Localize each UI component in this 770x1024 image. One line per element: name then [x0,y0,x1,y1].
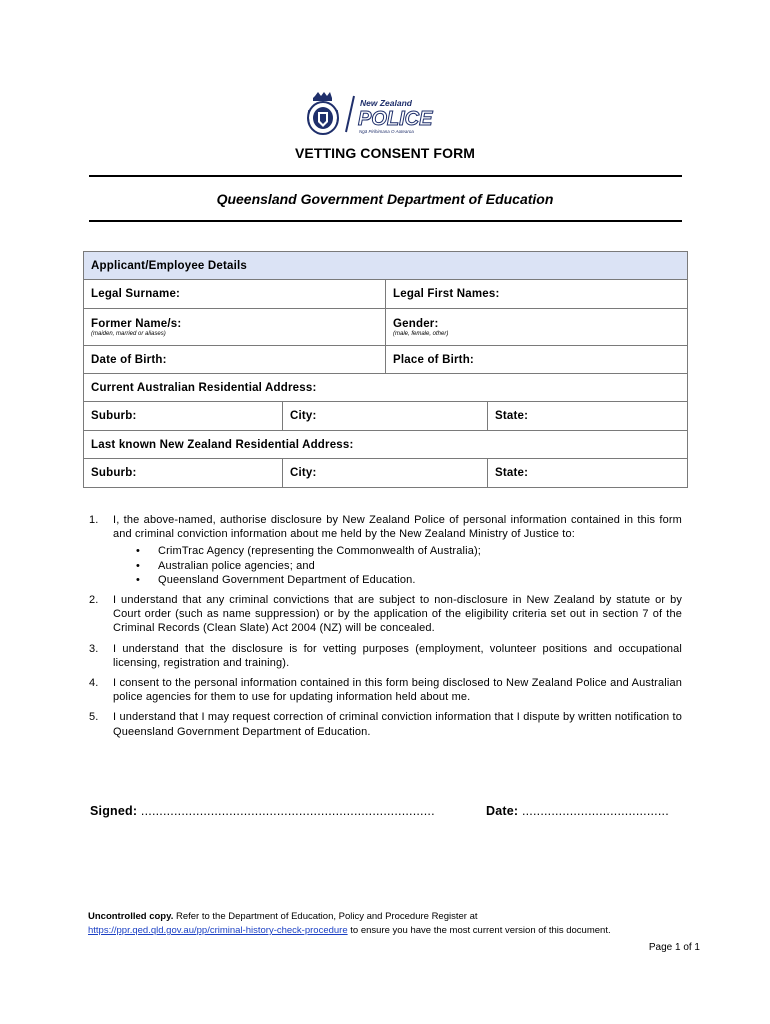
clause-text: I, the above-named, authorise disclosure by New Zealand Police of personal information contained in this form and criminal conviction information about me held by the New Zealand Ministry of Justice to: [113,514,682,541]
svg-text:POLICE: POLICE [358,108,433,130]
clause-5 [89,710,682,738]
section-header: Applicant/Employee Details [84,252,688,280]
signed-label: Signed: [90,804,138,818]
list-item: • Queensland Government Department of Education. [158,573,682,587]
legal-first-names-field[interactable]: Legal First Names: [386,280,688,309]
gender-hint: (male, female, other) [393,330,449,337]
au-address-label: Current Australian Residential Address: [84,374,688,402]
gender-field[interactable] [386,309,688,346]
consent-clauses [89,513,682,745]
list-item: • Australian police agencies; and [158,559,682,573]
clause-number: 5. [89,711,99,724]
procedure-register-link[interactable]: https://ppr.qed.qld.gov.au/pp/criminal-history-check-procedure [88,925,348,936]
footer-bold: Uncontrolled copy. [88,911,174,922]
clause-1 [89,513,682,587]
page-number: Page 1 of 1 [648,942,700,953]
nz-address-label: Last known New Zealand Residential Address: [84,431,688,459]
nz-state-field[interactable]: State: [488,459,688,488]
signature-field[interactable] [90,804,435,818]
clause-text: I understand that the disclosure is for vetting purposes (employment, volunteer positions and occupational licensing, registration and training). [113,642,682,669]
gender-label: Gender: [393,317,439,330]
au-state-field[interactable]: State: [488,402,688,431]
au-city-field[interactable]: City: [283,402,488,431]
list-item: • CrimTrac Agency (representing the Commonwealth of Australia); [158,544,682,558]
clause-2 [89,593,682,636]
svg-text:Ngā Pirihimana O Aotearoa: Ngā Pirihimana O Aotearoa [359,129,414,134]
legal-surname-field[interactable]: Legal Surname: [84,280,386,309]
clause-number: 2. [89,594,99,607]
clause-text: I understand that any criminal convictions that are subject to non-disclosure in New Zealand by statute or by Court order (such as name suppression) or by the application of the eligibility criteria set out in section 7 of the Criminal Records (Clean Slate) Act 2004 (NZ) will be concealed. [113,594,682,635]
footer-note [88,910,673,938]
applicant-details-table [83,251,688,488]
date-field[interactable] [486,804,669,818]
clause-text: I understand that I may request correction of criminal conviction information that I dispute by written notification to Queensland Government Department of Education. [113,711,682,738]
clause-number: 4. [89,677,99,690]
au-suburb-field[interactable]: Suburb: [84,402,283,431]
nz-police-crest-icon [306,92,458,138]
svg-text:New Zealand: New Zealand [360,98,412,108]
date-line[interactable]: ........................................ [521,804,669,818]
footer-text-2: to ensure you have the most current version of this document. [347,925,611,936]
former-names-field[interactable] [84,309,386,346]
recipient-list [113,544,682,587]
clause-number: 1. [89,514,99,526]
place-of-birth-field[interactable]: Place of Birth: [386,346,688,374]
date-of-birth-field[interactable]: Date of Birth: [84,346,386,374]
nz-police-logo [306,92,458,138]
former-names-hint: (maiden, married or aliases) [91,330,166,337]
form-title: VETTING CONSENT FORM [294,145,476,161]
clause-4 [89,676,682,704]
date-label: Date: [486,804,519,818]
clause-3 [89,642,682,670]
clause-number: 3. [89,642,99,655]
clause-text: I consent to the personal information contained in this form being disclosed to New Zealand Police and Australian police agencies for them to use for updating information held about me. [113,677,682,704]
signature-line[interactable]: ................................................................................ [140,804,435,818]
nz-suburb-field[interactable]: Suburb: [84,459,283,488]
department-subtitle: Queensland Government Department of Education [216,191,554,207]
nz-city-field[interactable]: City: [283,459,488,488]
former-names-label: Former Name/s: [91,317,182,330]
title-divider-bottom [89,220,682,222]
footer-text-1: Refer to the Department of Education, Policy and Procedure Register at [173,911,478,922]
title-divider-top [89,175,682,177]
